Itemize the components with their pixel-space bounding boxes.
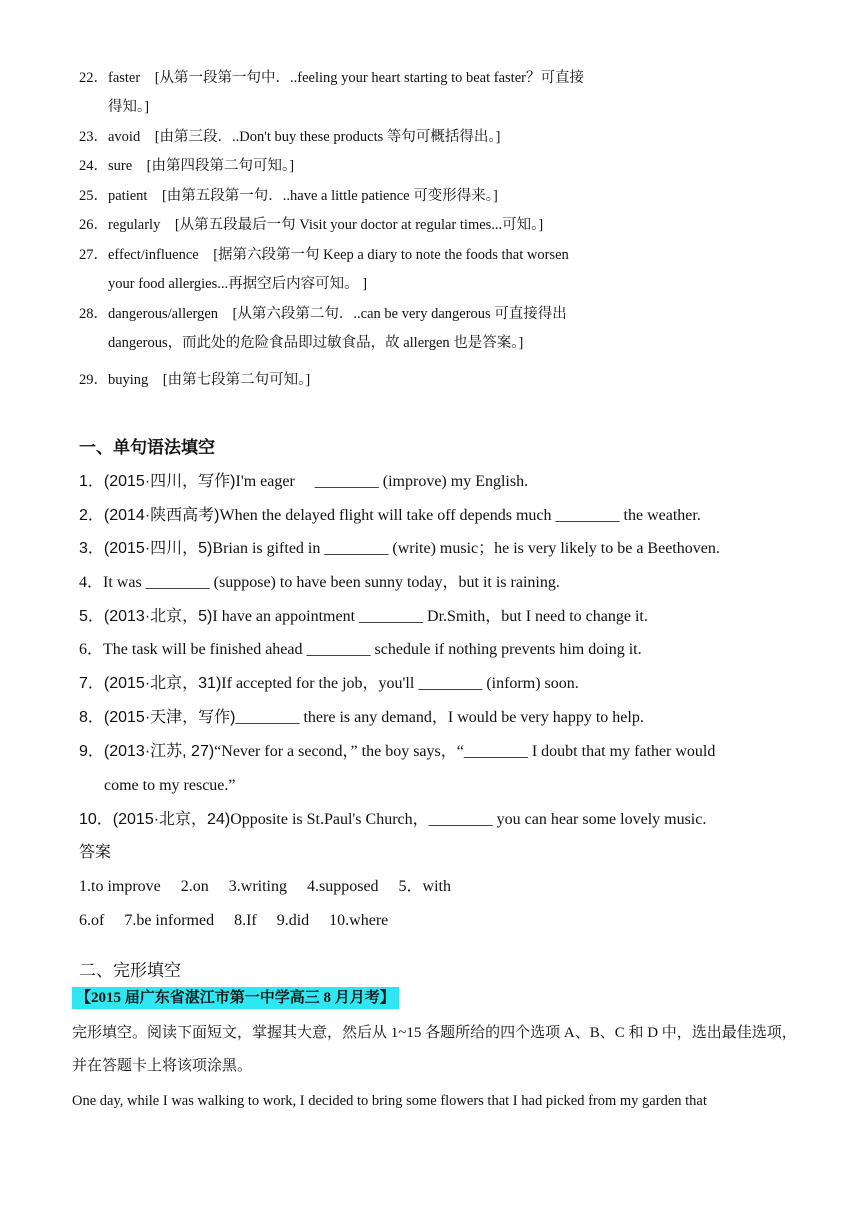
question-text: Opposite is St.Paul's Church，________ you can hear some lovely music. bbox=[230, 811, 707, 828]
answer-key-28: 28．dangerous/allergen [从第六段第二句．..can be very dangerous 可直接得出 bbox=[79, 306, 567, 322]
answer-key-23: 23．avoid [由第三段．..Don't buy these products 等句可概括得出。] bbox=[79, 129, 501, 145]
question-text: ________ there is any demand，I would be very happy to help. bbox=[235, 709, 644, 726]
question-source: 1．(2015·四川，写作) bbox=[79, 473, 236, 490]
question-text: When the delayed flight will take off depends much ________ the weather. bbox=[219, 507, 701, 524]
question-number: 6． bbox=[79, 641, 104, 658]
question-text: The task will be finished ahead ________ schedule if nothing prevents him doing it. bbox=[103, 641, 642, 658]
answer-key-22: 22．faster [从第一段第一句中．..feeling your heart starting to beat faster？可直接 bbox=[79, 70, 584, 86]
question-text: It was ________ (suppose) to have been sunny today，but it is raining. bbox=[103, 574, 560, 591]
answer-key-27: 27．effect/influence [据第六段第一句 Keep a diary to note the foods that worsen bbox=[79, 247, 569, 263]
question-source: 9．(2013·江苏, 27) bbox=[79, 743, 215, 760]
question-text: I'm eager ________ (improve) my English. bbox=[235, 473, 529, 490]
answer-key-22-cont: 得知。] bbox=[108, 99, 150, 115]
answer-key-28-cont: dangerous，而此处的危险食品即过敏食品，故 allergen 也是答案。] bbox=[108, 335, 524, 351]
question-source: 3．(2015·四川，5) bbox=[79, 540, 213, 557]
question-7 bbox=[79, 674, 579, 694]
question-text: I have an appointment ________ Dr.Smith，but I need to change it. bbox=[212, 608, 648, 625]
question-1 bbox=[79, 472, 528, 492]
question-text: “Never for a second，” the boy says，“________ I doubt that my father would bbox=[214, 743, 716, 760]
question-text: Brian is gifted in ________ (write) music；he is very likely to be a Beethoven. bbox=[212, 540, 720, 557]
source-highlight: 【2015 届广东省湛江市第一中学高三 8 月月考】 bbox=[72, 987, 399, 1009]
passage-start: One day, while I was walking to work, I decided to bring some flowers that I had picked from my garden that bbox=[72, 1093, 707, 1109]
answer-line-1: 1.to improve 2.on 3.writing 4.supposed 5．with bbox=[79, 878, 451, 895]
question-9 bbox=[79, 742, 715, 762]
section1-title: 一、单句语法填空 bbox=[79, 438, 215, 457]
question-number: 4． bbox=[79, 574, 104, 591]
question-source: 2．(2014·陕西高考) bbox=[79, 507, 220, 524]
answer-label: 答案 bbox=[79, 844, 112, 861]
answer-key-26: 26．regularly [从第五段最后一句 Visit your doctor at regular times...可知。] bbox=[79, 217, 544, 233]
question-2 bbox=[79, 506, 701, 526]
question-source: 5．(2013·北京，5) bbox=[79, 608, 213, 625]
question-10 bbox=[79, 810, 706, 830]
instruction-line-1: 完形填空。阅读下面短文，掌握其大意，然后从 1~15 各题所给的四个选项 A、B、C 和 D 中，选出最佳选项， bbox=[72, 1025, 797, 1041]
question-5 bbox=[79, 607, 648, 627]
answer-key-29: 29．buying [由第七段第二句可知。] bbox=[79, 372, 311, 388]
question-source: 8．(2015·天津，写作) bbox=[79, 709, 236, 726]
answer-key-25: 25．patient [由第五段第一句．..have a little patience 可变形得来。] bbox=[79, 188, 498, 204]
question-text: If accepted for the job，you'll ________ (inform) soon. bbox=[221, 675, 579, 692]
section2-title: 二、完形填空 bbox=[79, 961, 181, 980]
question-source: 10．(2015·北京，24) bbox=[79, 811, 231, 828]
instruction-line-2: 并在答题卡上将该项涂黑。 bbox=[72, 1058, 253, 1074]
question-9-cont: come to my rescue.” bbox=[104, 777, 236, 794]
question-source: 7．(2015·北京，31) bbox=[79, 675, 222, 692]
question-3 bbox=[79, 539, 720, 559]
answer-key-27-cont: your food allergies...再据空后内容可知。 ] bbox=[108, 276, 368, 292]
question-6 bbox=[79, 640, 642, 660]
question-4 bbox=[79, 573, 560, 593]
answer-key-24: 24．sure [由第四段第二句可知。] bbox=[79, 158, 295, 174]
question-8 bbox=[79, 708, 644, 728]
answer-line-2: 6.of 7.be informed 8.If 9.did 10.where bbox=[79, 912, 389, 929]
